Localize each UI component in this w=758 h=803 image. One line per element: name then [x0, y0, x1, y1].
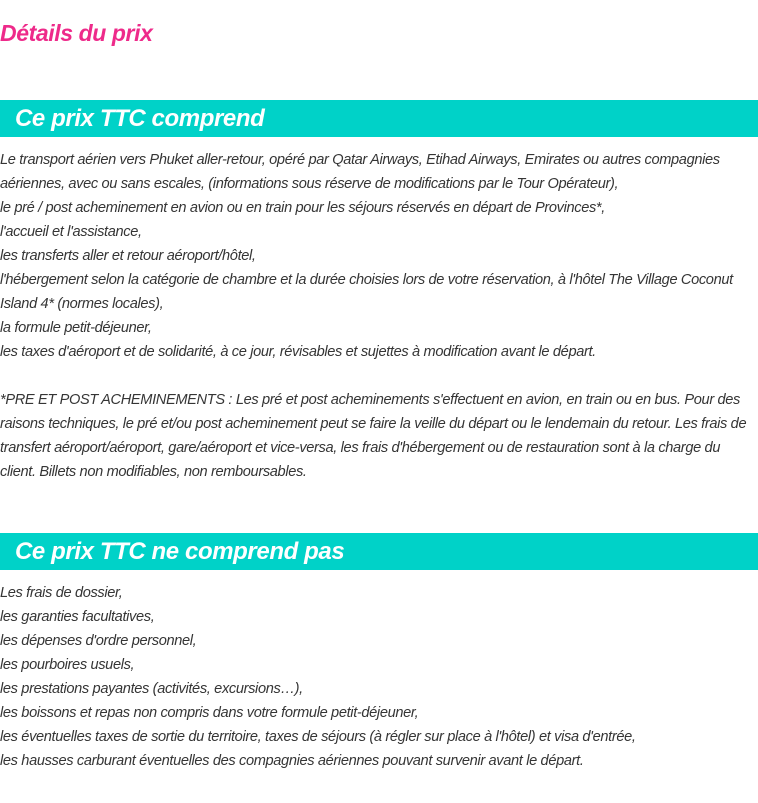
acheminement-note: *PRE ET POST ACHEMINEMENTS : Les pré et post acheminements s'effectuent en avion, en train ou en bus. Pour des raisons techniques, le pré et/ou post acheminement peut se faire la veille du départ ou le lendemain du retour. Les frais de transfert aéroport/aéroport, gare/aéroport et vice-versa, les frais d'hébergement ou de restauration sont à la charge du client. Billets non modifiables, non remboursables.	[0, 392, 747, 480]
excludes-item: les garanties facultatives,	[0, 609, 155, 625]
includes-item: les taxes d'aéroport et de solidarité, à ce jour, révisables et sujettes à modification avant le départ.	[0, 344, 596, 360]
excludes-section	[0, 533, 758, 773]
includes-list	[0, 148, 758, 484]
excludes-item: les éventuelles taxes de sortie du territoire, taxes de séjours (à régler sur place à l'hôtel) et visa d'entrée,	[0, 729, 636, 745]
page-title: Détails du prix	[0, 20, 153, 46]
excludes-item: les boissons et repas non compris dans votre formule petit-déjeuner,	[0, 705, 419, 721]
includes-heading: Ce prix TTC comprend	[0, 100, 758, 137]
excludes-item: les hausses carburant éventuelles des compagnies aériennes pouvant survenir avant le départ.	[0, 753, 584, 769]
excludes-item: les pourboires usuels,	[0, 657, 135, 673]
excludes-item: les prestations payantes (activités, excursions…),	[0, 681, 303, 697]
includes-item: la formule petit-déjeuner,	[0, 320, 152, 336]
excludes-list	[0, 581, 758, 773]
includes-item: Le transport aérien vers Phuket aller-retour, opéré par Qatar Airways, Etihad Airways, Emirates ou autres compagnies aériennes, avec ou sans escales, (informations sous réserve de modifications par le Tour Opérateur),	[0, 152, 720, 192]
paragraph-spacer	[0, 364, 758, 388]
excludes-heading: Ce prix TTC ne comprend pas	[0, 533, 758, 570]
includes-item: l'hébergement selon la catégorie de chambre et la durée choisies lors de votre réservation, à l'hôtel The Village Coconut Island 4* (normes locales),	[0, 272, 733, 312]
excludes-item: Les frais de dossier,	[0, 585, 123, 601]
excludes-item: les dépenses d'ordre personnel,	[0, 633, 197, 649]
includes-item: les transferts aller et retour aéroport/hôtel,	[0, 248, 256, 264]
includes-section	[0, 100, 758, 484]
includes-item: l'accueil et l'assistance,	[0, 224, 142, 240]
includes-item: le pré / post acheminement en avion ou en train pour les séjours réservés en départ de Provinces*,	[0, 200, 605, 216]
